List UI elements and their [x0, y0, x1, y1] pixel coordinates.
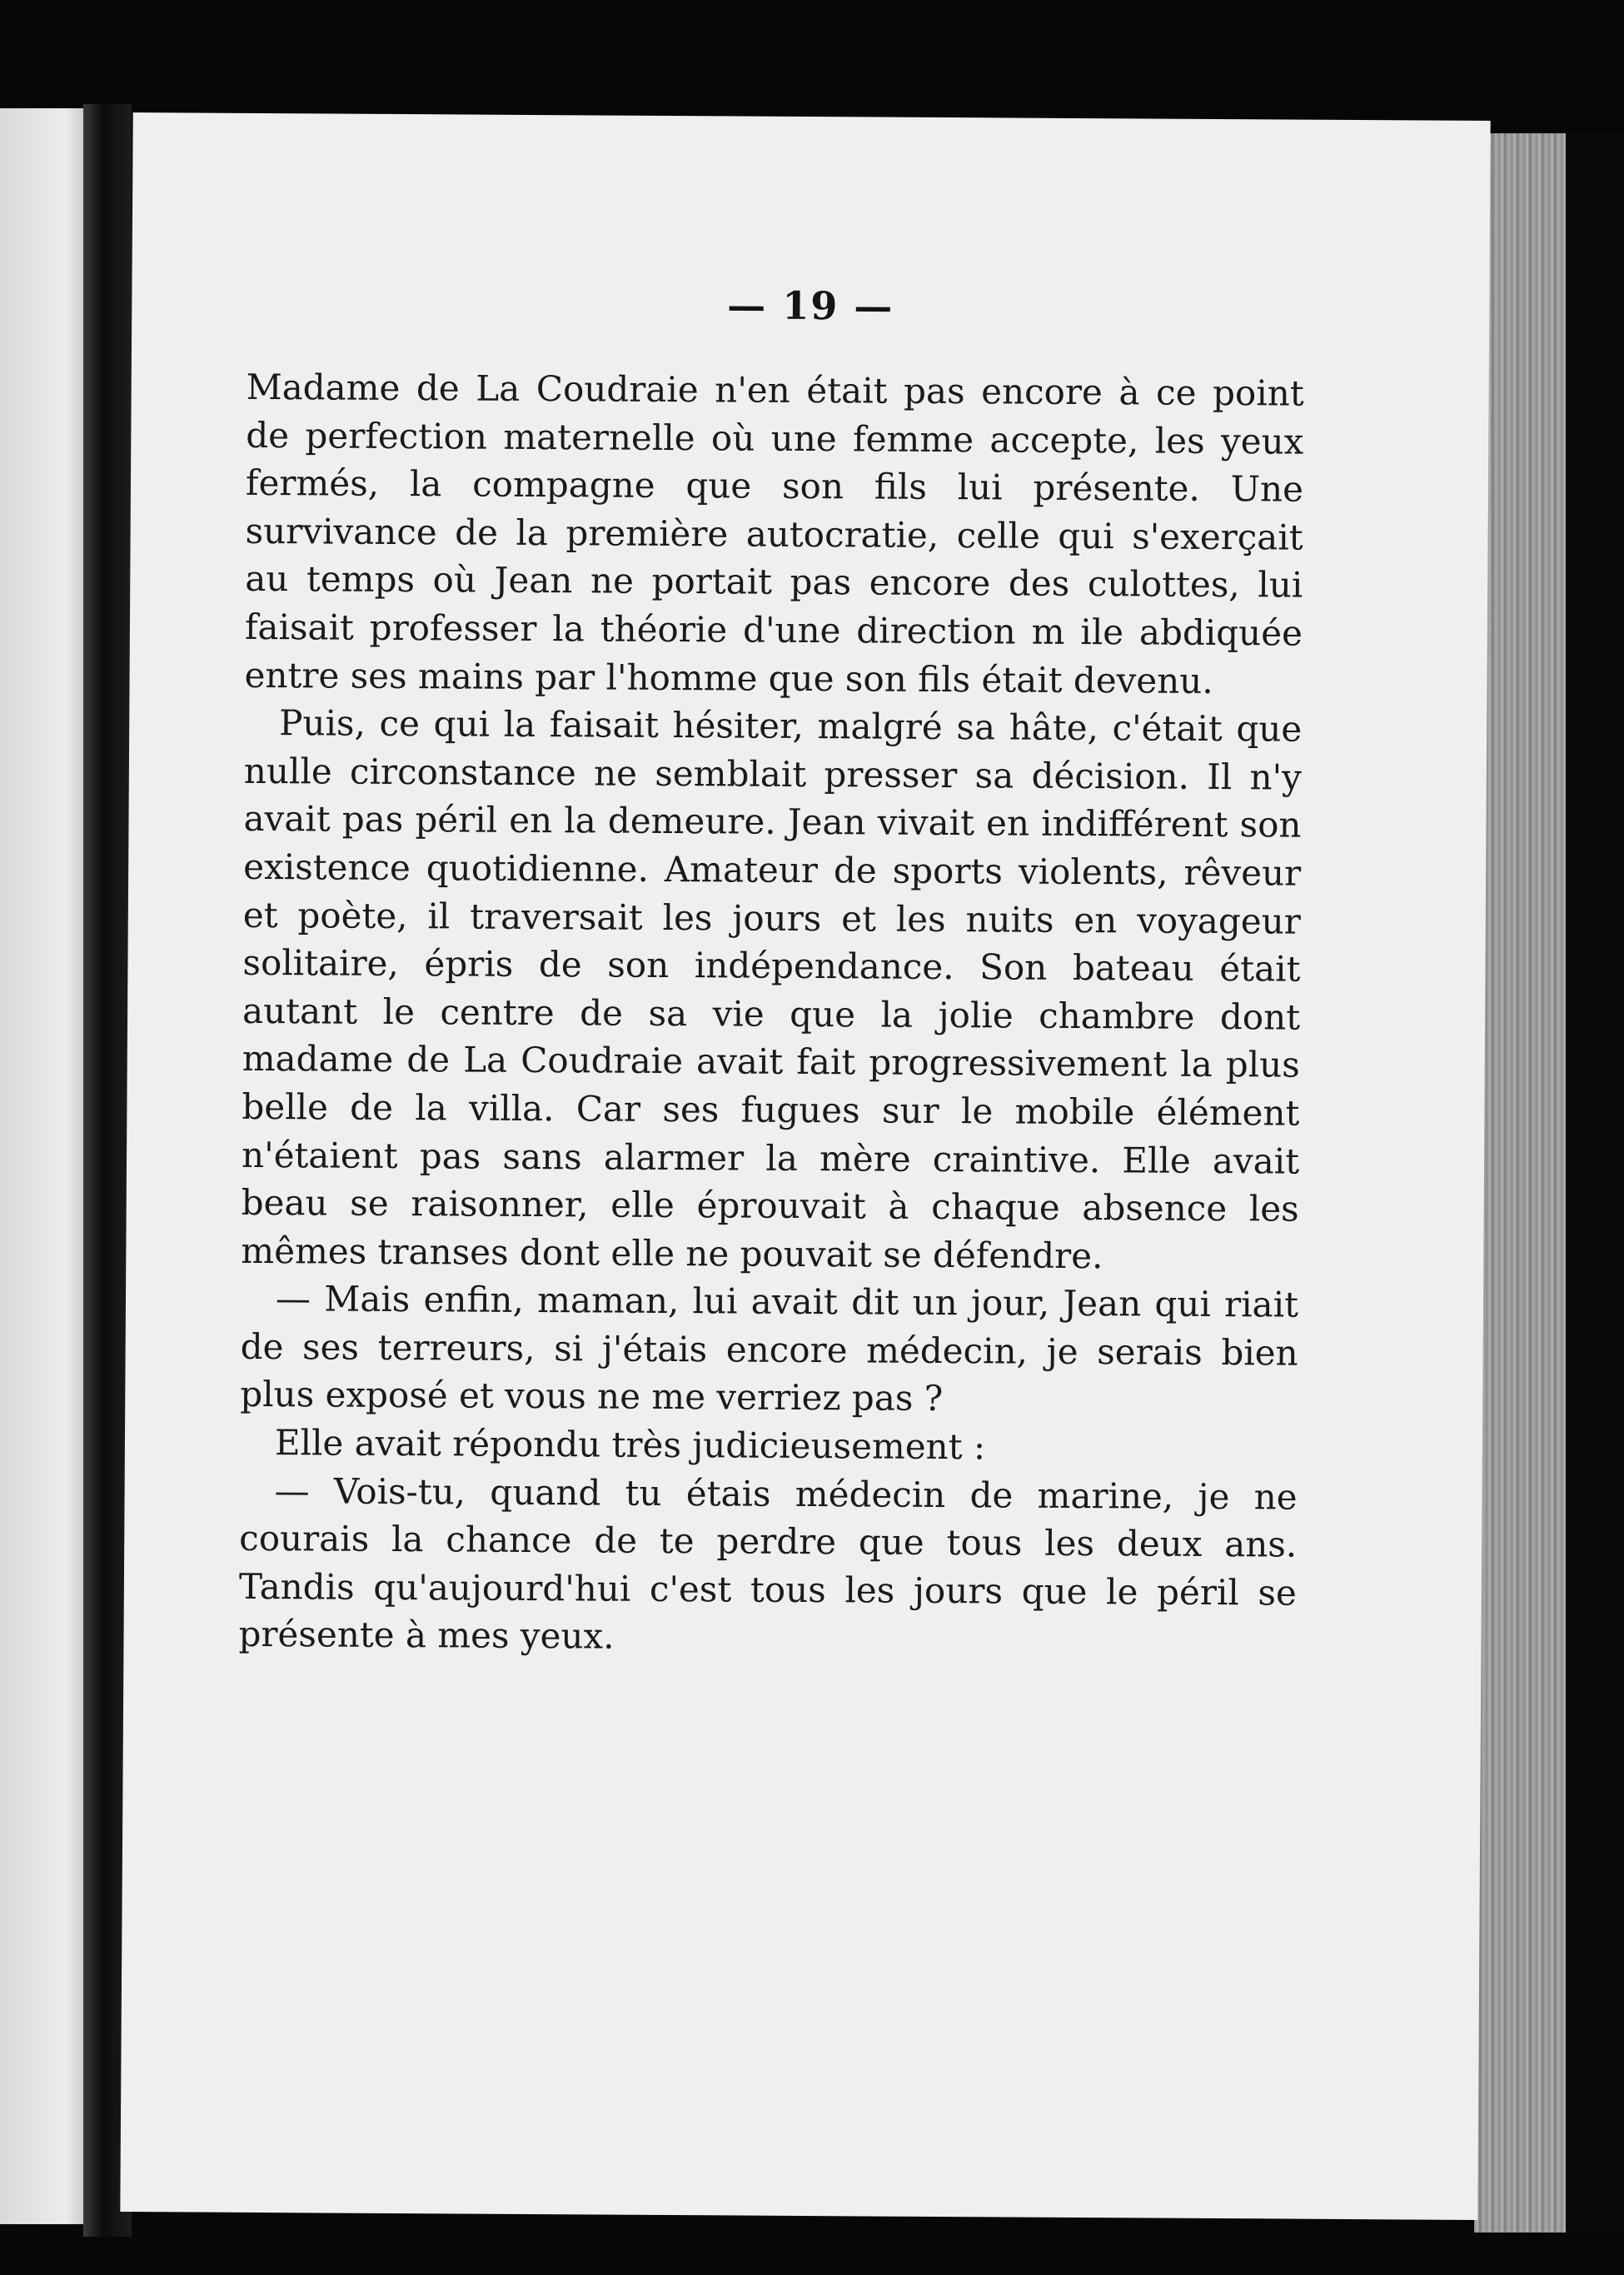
paragraph: — Vois-tu, quand tu étais médecin de marine, je ne courais la chance de te perdre que tous les deux ans. Tandis qu'aujourd'hui c'est tous les jours que le péril se présente à mes yeux.	[238, 1469, 1298, 1658]
facing-page-edge	[0, 108, 93, 2224]
right-shadow	[1566, 133, 1624, 2233]
paragraph: Puis, ce qui la faisait hésiter, malgré sa hâte, c'était que nulle circonstance ne semblait presser sa décision. Il n'y avait pas péril en la demeure. Jean vivait en indifférent son existence quotidienne. Amateur de sports violents, rêveur et poète, il traversait les jours et les nuits en voyageur solitaire, épris de son indépendance. Son bateau était autant le centre de sa vie que la jolie chambre dont madame de La Coudraie avait fait progressivement la plus belle de la villa. Car ses fugues sur le mobile élément n'étaient pas sans alarmer la mère craintive. Elle avait beau se raisonner, elle éprouvait à chaque absence les mêmes transes dont elle ne pouvait se défendre.	[241, 702, 1303, 1276]
page-body-text	[238, 363, 1303, 1665]
page-stack-edge	[1474, 133, 1574, 2233]
paragraph: — Mais enfin, maman, lui avait dit un jour, Jean qui riait de ses terreurs, si j'étais encore médecin, je serais bien plus exposé et vous ne me verriez pas ?	[240, 1278, 1299, 1419]
page-number: — 19 —	[727, 282, 894, 329]
book-page	[120, 112, 1490, 2220]
paragraph: Elle avait répondu très judicieusement :	[274, 1422, 986, 1468]
paragraph: Madame de La Coudraie n'en était pas encore à ce point de perfection maternelle où une femme accepte, les yeux fermés, la compagne que son fils lui présente. Une survivance de la première autocratie, celle qui s'exerçait au temps où Jean ne portait pas encore des culottes, lui faisait professer la théorie d'une direction m ile abdiquée entre ses mains par l'homme que son fils était devenu.	[244, 366, 1304, 701]
